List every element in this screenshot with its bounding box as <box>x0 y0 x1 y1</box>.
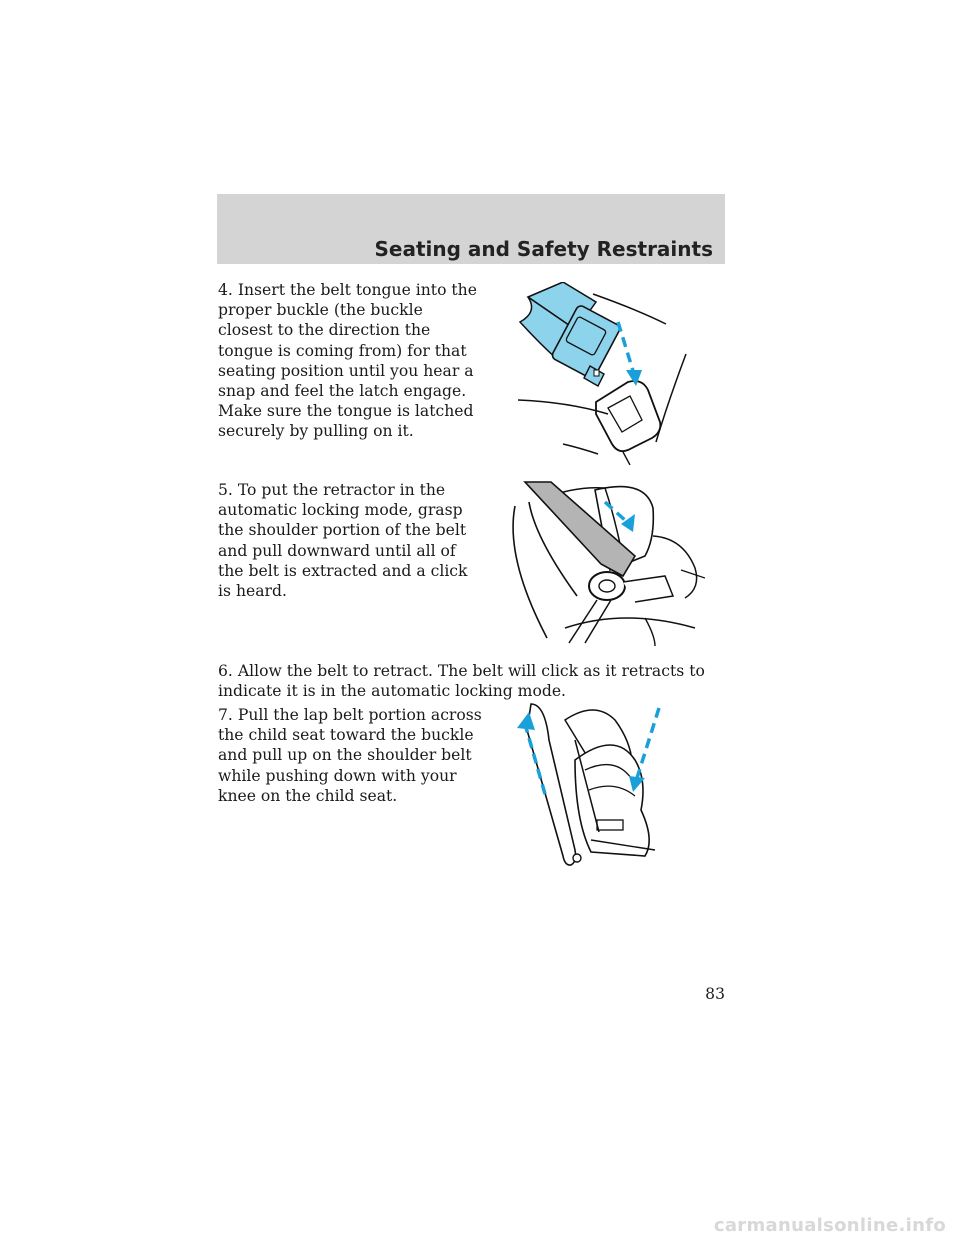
retractor-locking-illustration <box>505 478 705 648</box>
page-number: 83 <box>705 985 725 1003</box>
section-title: Seating and Safety Restraints <box>374 237 713 261</box>
child-seat-tighten-illustration <box>505 700 680 875</box>
instruction-step-5: 5. To put the retractor in the automatic locking mode, grasp the shoulder portion of the belt and pull downward until all of the belt is extracted and a click is heard. <box>218 481 468 601</box>
instruction-step-7: 7. Pull the lap belt portion across the child seat toward the buckle and pull up on the shoulder belt while pushing down with your knee on the child seat. <box>218 706 482 805</box>
section-header-band <box>217 194 725 264</box>
belt-tongue-buckle-illustration <box>518 282 708 465</box>
watermark-text: carmanualsonline.info <box>713 1215 946 1236</box>
instruction-step-6: 6. Allow the belt to retract. The belt will click as it retracts to indicate it is in the automatic locking mode. <box>218 662 705 701</box>
instruction-step-4: 4. Insert the belt tongue into the proper buckle (the buckle closest to the direction the tongue is coming from) for that seating position until you hear a snap and feel the latch engage. Make sure the tongue is latched securely by pulling on it. <box>218 281 477 441</box>
